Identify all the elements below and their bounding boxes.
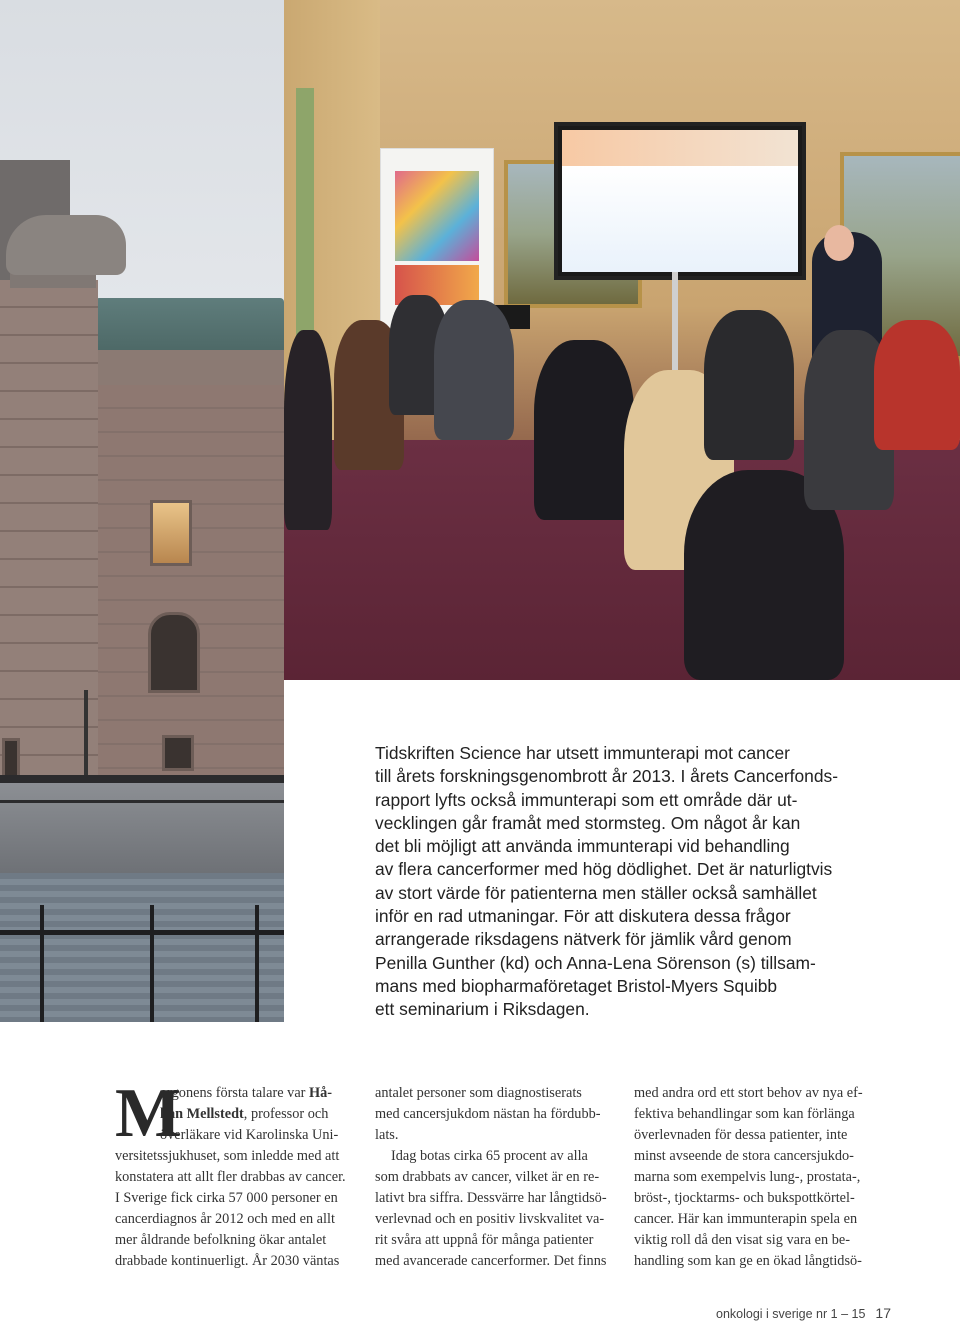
body-text: orgonens första talare var xyxy=(160,1085,310,1101)
speaker-name: kan Mellstedt xyxy=(160,1106,244,1122)
body-line: lativt bra siffra. Dessvärre har långtidsö- xyxy=(375,1190,607,1206)
lead-line: vecklingen går framåt med stormsteg. Om något år kan xyxy=(375,812,801,833)
lion-statue xyxy=(6,215,126,275)
page-footer xyxy=(716,1305,891,1321)
lead-line: inför en rad utmaningar. För att diskutera dessa frågor xyxy=(375,906,791,927)
presentation-screen xyxy=(554,122,806,280)
body-line: Idag botas cirka 65 procent av alla xyxy=(391,1148,588,1164)
page-number: 17 xyxy=(875,1305,891,1321)
audience-member xyxy=(284,330,332,530)
body-line: överläkare vid Karolinska Uni- xyxy=(160,1127,339,1143)
body-line: med cancersjukdom nästan ha fördubb- xyxy=(375,1106,601,1122)
speaker-head xyxy=(824,225,854,261)
camera-operator xyxy=(434,300,514,440)
body-line: minst avseende de stora cancersjukdo- xyxy=(634,1148,854,1164)
window-arched xyxy=(148,612,200,693)
audience-member xyxy=(534,340,634,520)
body-line: lats. xyxy=(375,1127,399,1143)
lamp-post xyxy=(84,690,88,785)
body-line: fektiva behandlingar som kan förlänga xyxy=(634,1106,855,1122)
slide xyxy=(562,130,798,272)
body-line: överlevnaden för dessa patienter, inte xyxy=(634,1127,848,1143)
body-line: med avancerade cancerformer. Det finns xyxy=(375,1253,607,1269)
lead-line: rapport lyfts också immunterapi som ett område där ut- xyxy=(375,789,798,810)
lead-line: mans med biopharmaföretaget Bristol-Myers Squibb xyxy=(375,975,778,996)
body-line: mer åldrande befolkning ökar antalet xyxy=(115,1232,327,1248)
lead-line: Tidskriften Science har utsett immunterapi mot cancer xyxy=(375,743,790,763)
fence-post xyxy=(255,905,259,1022)
body-line: rit svåra att uppnå för många patienter xyxy=(375,1232,594,1248)
speaker-name: Hå- xyxy=(309,1085,333,1101)
body-line: I Sverige fick cirka 57 000 personer en xyxy=(115,1190,338,1206)
lead-line: arrangerade riksdagens nätverk för jämlik vård genom xyxy=(375,929,792,950)
body-line: bröst-, tjocktarms- och bukspottkörtel- xyxy=(634,1190,855,1206)
body-line: cancer. Här kan immunterapin spela en xyxy=(634,1211,858,1227)
body-line: viktig roll då den visat sig vara en be- xyxy=(634,1232,850,1248)
audience-member xyxy=(704,310,794,460)
window-small xyxy=(162,735,194,771)
banner-image xyxy=(395,171,479,261)
lead-line: det bli möjligt att använda immunterapi vid behandling xyxy=(375,836,790,857)
body-line: verlevnad och en positiv livskvalitet va- xyxy=(375,1211,605,1227)
photo-seminar-room xyxy=(284,0,960,680)
lead-line: ett seminarium i Riksdagen. xyxy=(375,999,590,1020)
fence-post xyxy=(150,905,154,1022)
slide-header xyxy=(562,130,798,166)
body-column-1 xyxy=(115,1075,346,1272)
photo-parliament-exterior xyxy=(0,0,284,1022)
lead-line: Penilla Gunther (kd) och Anna-Lena Sörenson (s) tillsam- xyxy=(375,952,816,973)
door xyxy=(296,88,314,358)
body-line: drabbade kontinuerligt. År 2030 väntas xyxy=(115,1253,340,1269)
audience-member xyxy=(874,320,960,450)
body-column-3 xyxy=(634,1083,864,1272)
body-column-2 xyxy=(375,1083,605,1272)
article-lead xyxy=(375,742,875,1022)
lead-line: av flera cancerformer med hög dödlighet. Det är naturligtvis xyxy=(375,859,833,880)
body-line: cancerdiagnos år 2012 och med en allt xyxy=(115,1211,335,1227)
window-left xyxy=(2,738,20,780)
drop-cap: M xyxy=(115,1075,182,1152)
body-line: konstatera att allt fler drabbas av cancer. xyxy=(115,1169,346,1185)
publication-name: onkologi i sverige nr 1 – 15 xyxy=(716,1307,866,1321)
quay-wall xyxy=(0,783,284,873)
railing xyxy=(0,775,284,783)
fence-post xyxy=(40,905,44,1022)
body-line: antalet personer som diagnostiserats xyxy=(375,1085,582,1101)
railing-lower xyxy=(0,800,284,803)
lead-line: av stort värde för patienterna men ställer också samhället xyxy=(375,882,817,903)
body-line: handling som kan ge en ökad långtidsö- xyxy=(634,1253,862,1269)
body-line: med andra ord ett stort behov av nya ef- xyxy=(634,1085,863,1101)
building-roof xyxy=(95,298,284,358)
window-lit xyxy=(150,500,192,566)
lead-line: till årets forskningsgenombrott år 2013. I årets Cancerfonds- xyxy=(375,766,839,787)
body-text: , professor och xyxy=(243,1106,329,1122)
body-line: som drabbats av cancer, vilket är en re- xyxy=(375,1169,600,1185)
body-line: marna som exempelvis lung-, prostata-, xyxy=(634,1169,861,1185)
body-line: versitetssjukhuset, som inledde med att xyxy=(115,1148,340,1164)
